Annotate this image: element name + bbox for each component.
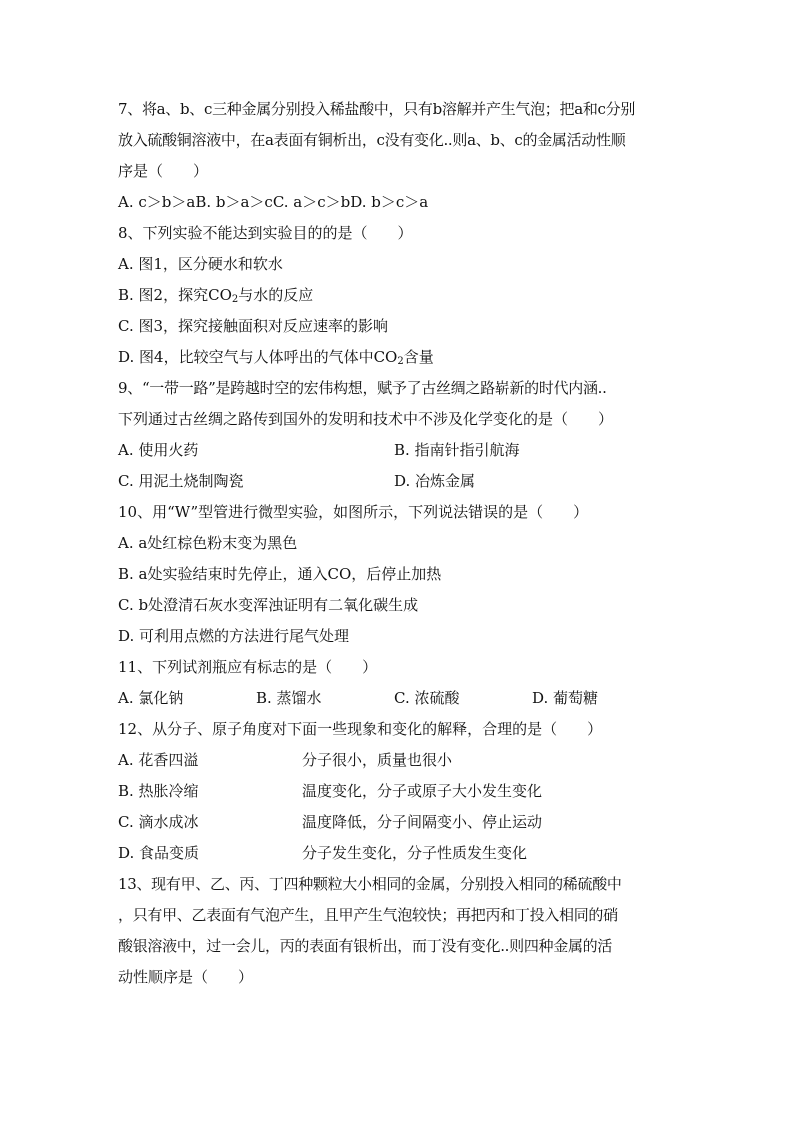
- option-label: A. 花香四溢: [118, 751, 199, 769]
- question-12-stem: 12、从分子、原子角度对下面一些现象和变化的解释，合理的是（ ）: [118, 720, 603, 738]
- question-10-option-c: C. b处澄清石灰水变浑浊证明有二氧化碳生成: [118, 596, 419, 614]
- question-9-option-c: C. 用泥土烧制陶瓷: [118, 472, 244, 490]
- option-d-text-end: 含量: [403, 348, 434, 366]
- option-b-text-end: 与水的反应: [238, 286, 314, 304]
- option-explanation: 温度降低，分子间隔变小、停止运动: [302, 813, 543, 831]
- question-11-option-d: D. 葡萄糖: [532, 689, 599, 707]
- question-13: [118, 869, 708, 993]
- question-12-option-c: [118, 807, 708, 838]
- option-label: B. 热胀冷缩: [118, 782, 199, 800]
- question-7-stem-line-1: 7、将a、b、c三种金属分别投入稀盐酸中，只有b溶解并产生气泡；把a和c分别: [118, 100, 636, 118]
- subscript: 2: [231, 294, 239, 305]
- question-10-stem: 10、用“W”型管进行微型实验，如图所示，下列说法错误的是（ ）: [118, 503, 589, 521]
- question-11: [118, 652, 708, 714]
- question-10: [118, 497, 708, 652]
- option-label: D. 食品变质: [118, 844, 200, 862]
- question-8-option-c: C. 图3，探究接触面积对反应速率的影响: [118, 317, 389, 335]
- question-12-option-b: [118, 776, 708, 807]
- question-9-options-row-1: [118, 435, 708, 466]
- question-11-option-c: C. 浓硫酸: [394, 689, 460, 707]
- question-12-option-a: [118, 745, 708, 776]
- question-13-stem-line-1: 13、现有甲、乙、丙、丁四种颗粒大小相同的金属，分别投入相同的稀硫酸中: [118, 875, 622, 893]
- question-13-stem-line-2: ，只有甲、乙表面有气泡产生，且甲产生气泡较快；再把丙和丁投入相同的硝: [118, 906, 618, 924]
- question-8-option-b: [118, 280, 708, 311]
- question-11-option-a: A. 氯化钠: [118, 689, 184, 707]
- question-8-option-a: A. 图1，区分硬水和软水: [118, 255, 283, 273]
- question-13-stem-line-3: 酸银溶液中，过一会儿，丙的表面有银析出，而丁没有变化..则四种金属的活: [118, 937, 613, 955]
- subscript: 2: [397, 356, 404, 367]
- question-10-option-d: D. 可利用点燃的方法进行尾气处理: [118, 627, 350, 645]
- exam-page: [118, 94, 708, 993]
- question-13-stem-line-4: 动性顺序是（ ）: [118, 968, 254, 986]
- question-9: [118, 373, 708, 497]
- question-10-option-a: A. a处红棕色粉末变为黑色: [118, 534, 298, 552]
- question-7-stem-line-2: 放入硫酸铜溶液中，在a表面有铜析出，c没有变化..则a、b、c的金属活动性顺: [118, 131, 626, 149]
- option-explanation: 分子发生变化，分子性质发生变化: [302, 844, 528, 862]
- question-11-options: [118, 683, 708, 714]
- question-9-option-a: A. 使用火药: [118, 441, 199, 459]
- question-11-stem: 11、下列试剂瓶应有标志的是（ ）: [118, 658, 378, 676]
- option-explanation: 分子很小，质量也很小: [302, 751, 453, 769]
- option-explanation: 温度变化，分子或原子大小发生变化: [302, 782, 543, 800]
- option-label: C. 滴水成冰: [118, 813, 199, 831]
- question-7: [118, 94, 708, 218]
- question-10-option-b: B. a处实验结束时先停止，通入CO，后停止加热: [118, 565, 442, 583]
- question-9-stem-line-2: 下列通过古丝绸之路传到国外的发明和技术中不涉及化学变化的是（ ）: [118, 410, 614, 428]
- question-12: [118, 714, 708, 869]
- question-8-stem: 8、下列实验不能达到实验目的的是（ ）: [118, 224, 413, 242]
- question-7-options: A. c＞b＞aB. b＞a＞cC. a＞c＞bD. b＞c＞a: [118, 193, 429, 211]
- question-7-stem-line-3: 序是（ ）: [118, 162, 209, 180]
- question-8: [118, 218, 708, 373]
- question-9-options-row-2: [118, 466, 708, 497]
- option-d-text: D. 图4，比较空气与人体呼出的气体中CO: [118, 348, 398, 366]
- question-9-option-b: B. 指南针指引航海: [394, 441, 520, 459]
- question-9-stem-line-1: 9、“一带一路”是跨越时空的宏伟构想，赋予了古丝绸之路崭新的时代内涵..: [118, 379, 607, 397]
- question-11-option-b: B. 蒸馏水: [256, 689, 322, 707]
- question-8-option-d: [118, 342, 708, 373]
- question-9-option-d: D. 冶炼金属: [394, 472, 476, 490]
- option-b-text: B. 图2，探究CO: [118, 286, 232, 304]
- question-12-option-d: [118, 838, 708, 869]
